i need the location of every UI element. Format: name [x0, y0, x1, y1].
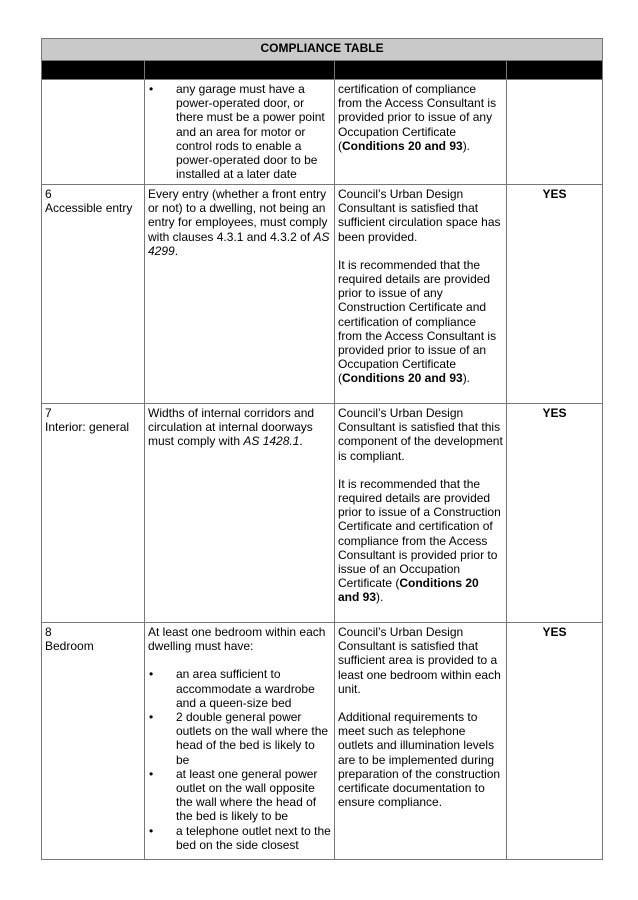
header-cell	[335, 61, 507, 80]
clause-number: 6	[45, 187, 52, 201]
clause-title: Interior: general	[45, 420, 130, 435]
table-row	[42, 623, 603, 860]
comment-cell	[335, 185, 507, 404]
table-row	[42, 80, 603, 185]
compliance-status: YES	[507, 623, 603, 860]
clause-title: Accessible entry	[45, 201, 133, 216]
requirement-cell	[145, 404, 335, 623]
compliance-cell	[507, 80, 603, 185]
clause-number: 8	[45, 625, 52, 639]
header-cell	[42, 61, 145, 80]
list-item: • 2 double general power outlets on the wall where the head of the bed is likely to be	[148, 710, 331, 767]
requirement-text: Widths of internal corridors and circulation at internal doorways must comply with AS 1428.1.	[148, 406, 315, 449]
clause-number: 7	[45, 406, 52, 420]
requirement-list	[148, 667, 331, 852]
header-cell	[507, 61, 603, 80]
table-title: COMPLIANCE TABLE	[42, 39, 603, 61]
clause-title: Bedroom	[45, 639, 94, 654]
requirement-cell	[145, 80, 335, 185]
comment-cell	[335, 623, 507, 860]
list-item: • at least one general power outlet on the wall opposite the wall where the head of the bed is likely to be	[148, 767, 331, 824]
list-item: • an area sufficient to accommodate a wardrobe and a queen-size bed	[148, 667, 331, 710]
table-row	[42, 185, 603, 404]
compliance-status: YES	[507, 185, 603, 404]
requirement-text: At least one bedroom within each dwelling must have:	[148, 625, 326, 654]
requirement-cell	[145, 623, 335, 860]
comment-cell	[335, 80, 507, 185]
comment-paragraph: Council’s Urban Design Consultant is satisfied that sufficient circulation space has been provided.	[338, 187, 501, 244]
clause-cell	[42, 623, 145, 860]
requirement-text: Every entry (whether a front entry or not) to a dwelling, not being an entry for employees, must comply with clauses 4.3.1 and 4.3.2 of AS 4299.	[148, 187, 330, 258]
compliance-status: YES	[507, 404, 603, 623]
comment-cell	[335, 404, 507, 623]
table-title-row	[42, 39, 603, 61]
table-row	[42, 404, 603, 623]
comment-paragraph: Additional requirements to meet such as telephone outlets and illumination levels are to be implemented during preparation of the construction certificate documentation to ensure compliance.	[338, 710, 501, 810]
comment-paragraph: certification of compliance from the Access Consultant is provided prior to issue of any Occupation Certificate (Conditions 20 and 93).	[338, 82, 497, 153]
comment-paragraph: Council’s Urban Design Consultant is satisfied that this component of the development is compliant.	[338, 406, 503, 463]
clause-cell	[42, 404, 145, 623]
comment-paragraph: It is recommended that the required details are provided prior to issue of any Construction Certificate and certification of compliance from the Access Consultant is provided prior to issue of an Occupation Certificate (Conditions 20 and 93).	[338, 257, 497, 386]
requirement-list	[148, 82, 331, 181]
comment-paragraph: Council’s Urban Design Consultant is satisfied that sufficient area is provided to a least one bedroom within each unit.	[338, 625, 501, 696]
document-page	[41, 38, 602, 860]
header-cell	[145, 61, 335, 80]
table-header-bar	[42, 61, 603, 80]
comment-paragraph: It is recommended that the required details are provided prior to issue of a Construction Certificate and certification of compliance from the Access Consultant is provided prior to issue of an Occupation Certificate (Conditions 20 and 93).	[338, 476, 501, 605]
compliance-table	[41, 38, 603, 860]
list-item: • any garage must have a power-operated door, or there must be a power point and an area for motor or control rods to enable a power-operated door to be installed at a later date	[148, 82, 331, 181]
clause-cell	[42, 80, 145, 185]
list-item: • a telephone outlet next to the bed on the side closest	[148, 824, 331, 852]
clause-cell	[42, 185, 145, 404]
requirement-cell	[145, 185, 335, 404]
